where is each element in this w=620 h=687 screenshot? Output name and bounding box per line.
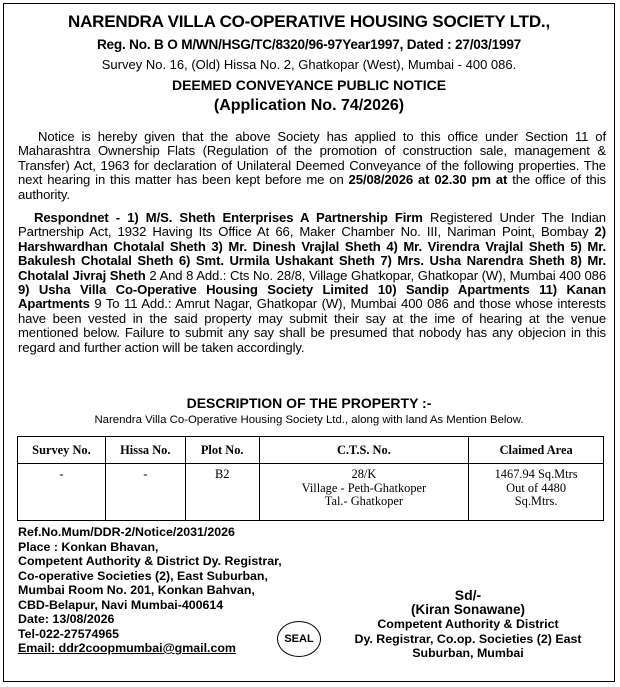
hearing-date: 25/08/2026 at 02.30 pm at: [348, 172, 508, 188]
area-line: Sq.Mtrs.: [514, 494, 558, 508]
room-line: Mumbai Room No. 201, Konkan Bahvan,: [18, 583, 255, 597]
designation-line: Suburban, Mumbai: [412, 646, 524, 660]
cts-line: Tal.- Ghatkoper: [324, 494, 404, 508]
respondent-paragraph: [18, 211, 606, 355]
cell-plot-no: B2: [185, 464, 259, 521]
respondent-names-1: 2) Harshwardhan Chotalal Sheth 3) Mr. Dinesh Vrajlal Sheth 4) Mr. Virendra Vrajlal Sheth 5) Mr. Bakulesh Chotalal Sheth 6) Smt. Urmila Ushakant Sheth 7) Mrs. Usha Narendra Sheth 8) Mr. Chotalal Jivraj Sheth: [18, 224, 606, 283]
description-title: DESCRIPTION OF THE PROPERTY :-: [186, 395, 432, 411]
email-link[interactable]: Email: ddr2coopmumbai@gmail.com: [18, 641, 236, 655]
cts-line: 28/K: [351, 467, 377, 481]
respondent-text-2: 2 And 8 Add.: Cts No. 28/8, Village Ghatkopar, Ghatkopar (W), Mumbai 400 086: [145, 267, 606, 283]
header-survey-no: Survey No.: [18, 437, 106, 464]
notice-paragraph: [18, 130, 606, 202]
public-notice: [3, 3, 615, 682]
date-line: Date: 13/08/2026: [18, 612, 115, 626]
city-line: CBD-Belapur, Navi Mumbai-400614: [18, 597, 224, 612]
signature-block: [334, 588, 602, 661]
designation-line: Dy. Registrar, Co.op. Societies (2) East: [354, 631, 582, 646]
tel-line: Tel-022-27574965: [18, 626, 120, 641]
authority-line: Competent Authority & District Dy. Registrar,: [18, 554, 282, 568]
cell-hissa-no: -: [105, 464, 185, 521]
respondent-lead: Respondnet - 1) M/S. Sheth Enterprises A Partnership Firm: [34, 210, 423, 225]
office-details: [18, 525, 282, 656]
application-number: (Application No. 74/2026): [213, 97, 405, 114]
society-name: NARENDRA VILLA CO-OPERATIVE HOUSING SOCIETY LTD.,: [68, 12, 550, 31]
registration-number: Reg. No. B O M/WN/HSG/TC/8320/96-97Year1997, Dated : 27/03/1997: [96, 37, 522, 52]
notice-title: DEEMED CONVEYANCE PUBLIC NOTICE: [171, 77, 447, 93]
cts-line: Village - Peth-Ghatkoper: [301, 480, 427, 495]
header-plot-no: Plot No.: [185, 437, 259, 464]
header-claimed-area: Claimed Area: [469, 437, 604, 464]
seal-stamp: SEAL: [277, 621, 321, 657]
property-table: [17, 436, 604, 521]
cell-claimed-area: [469, 464, 604, 521]
ref-number: Ref.No.Mum/DDR-2/Notice/2031/2026: [18, 525, 235, 539]
table-header-row: [18, 437, 604, 464]
respondent-names-2: 9) Usha Villa Co-Operative Housing Society Limited 10) Sandip Apartments 11) Kanan Apartments: [18, 282, 606, 312]
respondent-text-3: 9 To 11 Add.: Amrut Nagar, Ghatkopar (W), Mumbai 400 086 and those whose interests have been vested in the said property may submit their say at the ime of hearing at the venue mentioned below. Failure to submit any say shall be presumed that nobody has any objecion in this regard and further action will be taken accordingly.: [18, 296, 606, 355]
respondent-text-1: Registered Under The Indian Partnership Act, 1932 Having Its Office At 66, Maker Chamber No. III, Nariman Point, Bombay: [18, 210, 606, 240]
notice-tail: the office of this authority.: [18, 172, 606, 202]
area-line: 1467.94 Sq.Mtrs: [494, 467, 578, 481]
designation-line: Competent Authority & District: [377, 617, 559, 631]
description-line: Narendra Villa Co-Operative Housing Society Ltd., along with land As Mention Below.: [94, 414, 524, 426]
place-line: Place : Konkan Bhavan,: [18, 539, 159, 554]
header-hissa-no: Hissa No.: [105, 437, 185, 464]
area-line: Out of 4480: [506, 480, 567, 495]
signed-mark: Sd/-: [454, 587, 482, 603]
societies-line: Co-operative Societies (2), East Suburban,: [18, 568, 268, 583]
survey-address: Survey No. 16, (Old) Hissa No. 2, Ghatkopar (West), Mumbai - 400 086.: [101, 57, 517, 72]
notice-text: Notice is hereby given that the above Society has applied to this office under Section 11 of Maharashtra Ownership Flats (Regulation of the promotion of construction sale, management & Transfer) Act, 1963 for declaration of Unilateral Deemed Conveyance of the following properties. The next hearing in this matter has been kept before me on: [18, 129, 606, 188]
signatory-name: (Kiran Sonawane): [410, 601, 526, 617]
table-row: [18, 464, 604, 521]
header-cts-no: C.T.S. No.: [259, 437, 469, 464]
cell-cts-no: [259, 464, 469, 521]
cell-survey-no: -: [18, 464, 106, 521]
